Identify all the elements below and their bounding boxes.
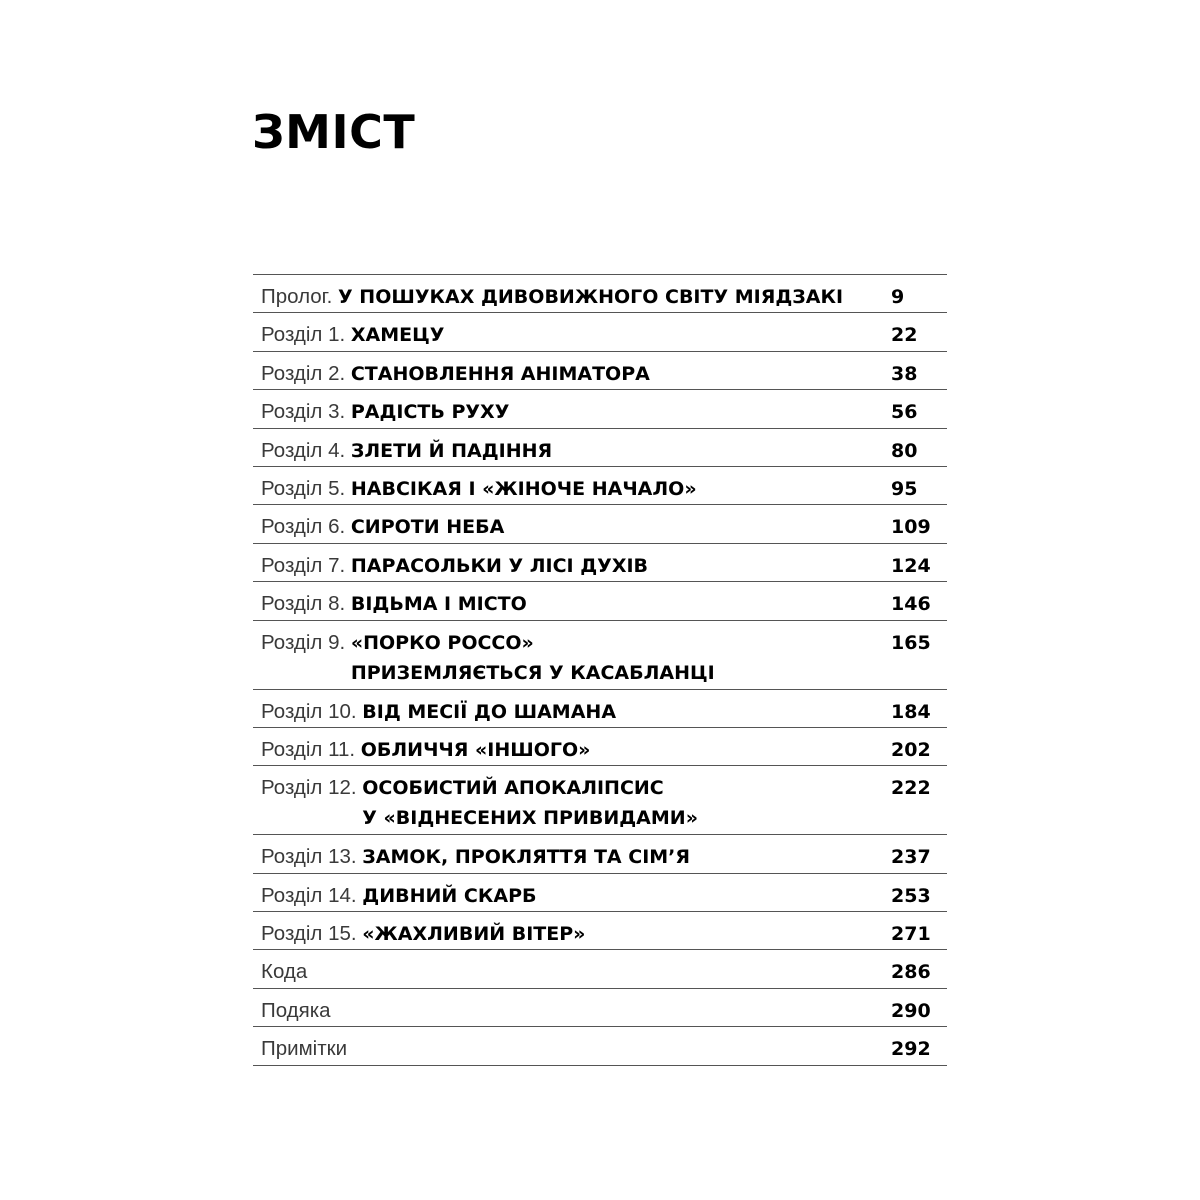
toc-entry — [253, 467, 947, 505]
toc-entry-title — [351, 320, 445, 350]
toc-entry-title-line: НАВСІКАЯ І «ЖІНОЧЕ НАЧАЛО» — [350, 477, 697, 500]
toc-entry-title — [362, 773, 698, 833]
toc-entry-page-number: 22 — [891, 324, 918, 347]
toc-entry-page-number: 165 — [891, 631, 931, 654]
toc-entry — [253, 544, 947, 582]
toc-entry — [253, 275, 947, 313]
toc-entry — [253, 390, 947, 428]
toc-entry-page-number: 56 — [891, 401, 918, 424]
toc-entry-title — [351, 512, 504, 542]
toc-entry-title-line: У «ВІДНЕСЕНИХ ПРИВИДАМИ» — [362, 807, 698, 830]
toc-entry-label — [261, 436, 552, 466]
toc-entry-title-line: СИРОТИ НЕБА — [350, 516, 505, 539]
toc-entry — [253, 728, 947, 766]
toc-entry-prefix: Розділ 3. — [261, 400, 351, 424]
toc-entry-title-line: ДИВНИЙ СКАРБ — [362, 884, 537, 907]
toc-entry-label — [261, 697, 616, 727]
toc-entry-title-line: РАДІСТЬ РУХУ — [350, 401, 510, 424]
toc-entry-prefix: Розділ 10. — [261, 699, 363, 723]
toc-entry-label — [261, 474, 697, 504]
toc-entry — [253, 950, 947, 988]
toc-entry-page-number: 292 — [891, 1038, 931, 1061]
toc-entry-page-number: 253 — [891, 884, 931, 907]
toc-entry-prefix: Примітки — [261, 1037, 348, 1061]
toc-entry — [253, 690, 947, 728]
toc-entry-label — [261, 735, 590, 765]
toc-entry-title-line: ХАМЕЦУ — [350, 324, 445, 347]
toc-entry-label — [261, 512, 504, 542]
toc-entry-prefix: Розділ 14. — [261, 883, 363, 907]
toc-entry-prefix: Розділ 9. — [261, 630, 351, 654]
toc-entry-page-number: 290 — [891, 999, 931, 1022]
toc-entry-title-line: ЗАМОК, ПРОКЛЯТТЯ ТА СІМ’Я — [362, 846, 691, 869]
toc-entry-label — [261, 359, 650, 389]
toc-entry-title-line: ОСОБИСТИЙ АПОКАЛІПСИС — [362, 777, 664, 800]
toc-entry-title-line: ПАРАСОЛЬКИ У ЛІСІ ДУХІВ — [350, 554, 649, 577]
toc-entry-label — [261, 842, 690, 872]
toc-entry-prefix: Розділ 5. — [261, 476, 351, 500]
toc-entry-title-line: ВІД МЕСІЇ ДО ШАМАНА — [362, 700, 617, 723]
toc-entry-label — [261, 320, 444, 350]
toc-entry — [253, 989, 947, 1027]
toc-entry-label — [261, 551, 648, 581]
toc-entry-prefix: Розділ 11. — [261, 737, 361, 761]
toc-entry-title-line: ЗЛЕТИ Й ПАДІННЯ — [350, 439, 553, 462]
toc-entry-title — [362, 697, 616, 727]
toc-entry-label — [261, 773, 698, 833]
toc-entry-label — [261, 589, 527, 619]
toc-entry-page-number: 109 — [891, 516, 931, 539]
toc-entry-prefix: Розділ 7. — [261, 553, 351, 577]
toc-entry-prefix: Кода — [261, 960, 308, 984]
toc-entry-page-number: 286 — [891, 961, 931, 984]
toc-entry-page-number: 38 — [891, 362, 918, 385]
toc-entry-page-number: 184 — [891, 700, 931, 723]
toc-entry-page-number: 124 — [891, 554, 931, 577]
toc-entry-prefix: Розділ 6. — [261, 515, 351, 539]
toc-entry-prefix: Розділ 4. — [261, 438, 351, 462]
toc-entry-prefix: Розділ 12. — [261, 776, 363, 800]
table-of-contents — [253, 274, 947, 1066]
toc-entry-prefix: Пролог. — [261, 285, 339, 308]
toc-entry-prefix: Розділ 15. — [261, 922, 363, 946]
toc-entry-title — [351, 589, 527, 619]
toc-entry-title — [338, 282, 843, 312]
toc-entry-title — [362, 881, 536, 911]
toc-entry — [253, 766, 947, 835]
toc-entry-page-number: 237 — [891, 846, 931, 869]
toc-entry — [253, 1027, 947, 1065]
toc-entry-page-number: 9 — [891, 286, 905, 308]
toc-entry-title-line: У ПОШУКАХ ДИВОВИЖНОГО СВІТУ МІЯДЗАКІ — [338, 286, 844, 308]
toc-entry-label — [261, 282, 843, 312]
toc-entry — [253, 505, 947, 543]
toc-entry — [253, 912, 947, 950]
toc-entry — [253, 621, 947, 690]
toc-entry-title — [361, 735, 591, 765]
toc-entry-page-number: 80 — [891, 439, 918, 462]
toc-entry-page-number: 146 — [891, 593, 931, 616]
toc-entry-prefix: Розділ 1. — [261, 323, 351, 347]
toc-entry-page-number: 202 — [891, 738, 931, 761]
toc-entry — [253, 582, 947, 620]
toc-entry-title — [351, 628, 715, 688]
page-title: ЗМІСТ — [252, 105, 416, 159]
toc-entry-label — [261, 996, 331, 1026]
toc-entry-title — [362, 842, 690, 872]
toc-entry-title — [362, 919, 585, 949]
toc-entry-title-line: «ЖАХЛИВИЙ ВІТЕР» — [362, 923, 586, 946]
toc-entry-title-line: ПРИЗЕМЛЯЄТЬСЯ У КАСАБЛАНЦІ — [350, 661, 715, 684]
toc-entry-label — [261, 1034, 347, 1064]
toc-entry-page-number: 271 — [891, 923, 931, 946]
toc-entry-label — [261, 919, 585, 949]
toc-entry-label — [261, 957, 307, 987]
toc-entry — [253, 874, 947, 912]
toc-entry-title-line: ВІДЬМА І МІСТО — [350, 593, 527, 616]
toc-entry-label — [261, 628, 715, 688]
toc-entry-title-line: СТАНОВЛЕННЯ АНІМАТОРА — [350, 362, 650, 385]
toc-entry-title-line: «ПОРКО РОССО» — [350, 631, 534, 654]
toc-entry-page-number: 222 — [891, 777, 931, 800]
toc-entry-label — [261, 397, 509, 427]
toc-entry-title-line: ОБЛИЧЧЯ «ІНШОГО» — [360, 738, 591, 761]
toc-entry-title — [351, 551, 648, 581]
toc-entry-title — [351, 436, 552, 466]
toc-entry-prefix: Розділ 13. — [261, 845, 363, 869]
toc-entry-title — [351, 397, 510, 427]
toc-entry — [253, 313, 947, 351]
toc-entry — [253, 352, 947, 390]
toc-entry — [253, 429, 947, 467]
toc-entry-title — [351, 474, 697, 504]
toc-entry — [253, 835, 947, 873]
toc-entry-prefix: Розділ 2. — [261, 361, 351, 385]
toc-entry-title — [351, 359, 650, 389]
toc-entry-page-number: 95 — [891, 477, 918, 500]
toc-entry-label — [261, 881, 536, 911]
toc-entry-prefix: Подяка — [261, 998, 331, 1022]
toc-entry-prefix: Розділ 8. — [261, 592, 351, 616]
